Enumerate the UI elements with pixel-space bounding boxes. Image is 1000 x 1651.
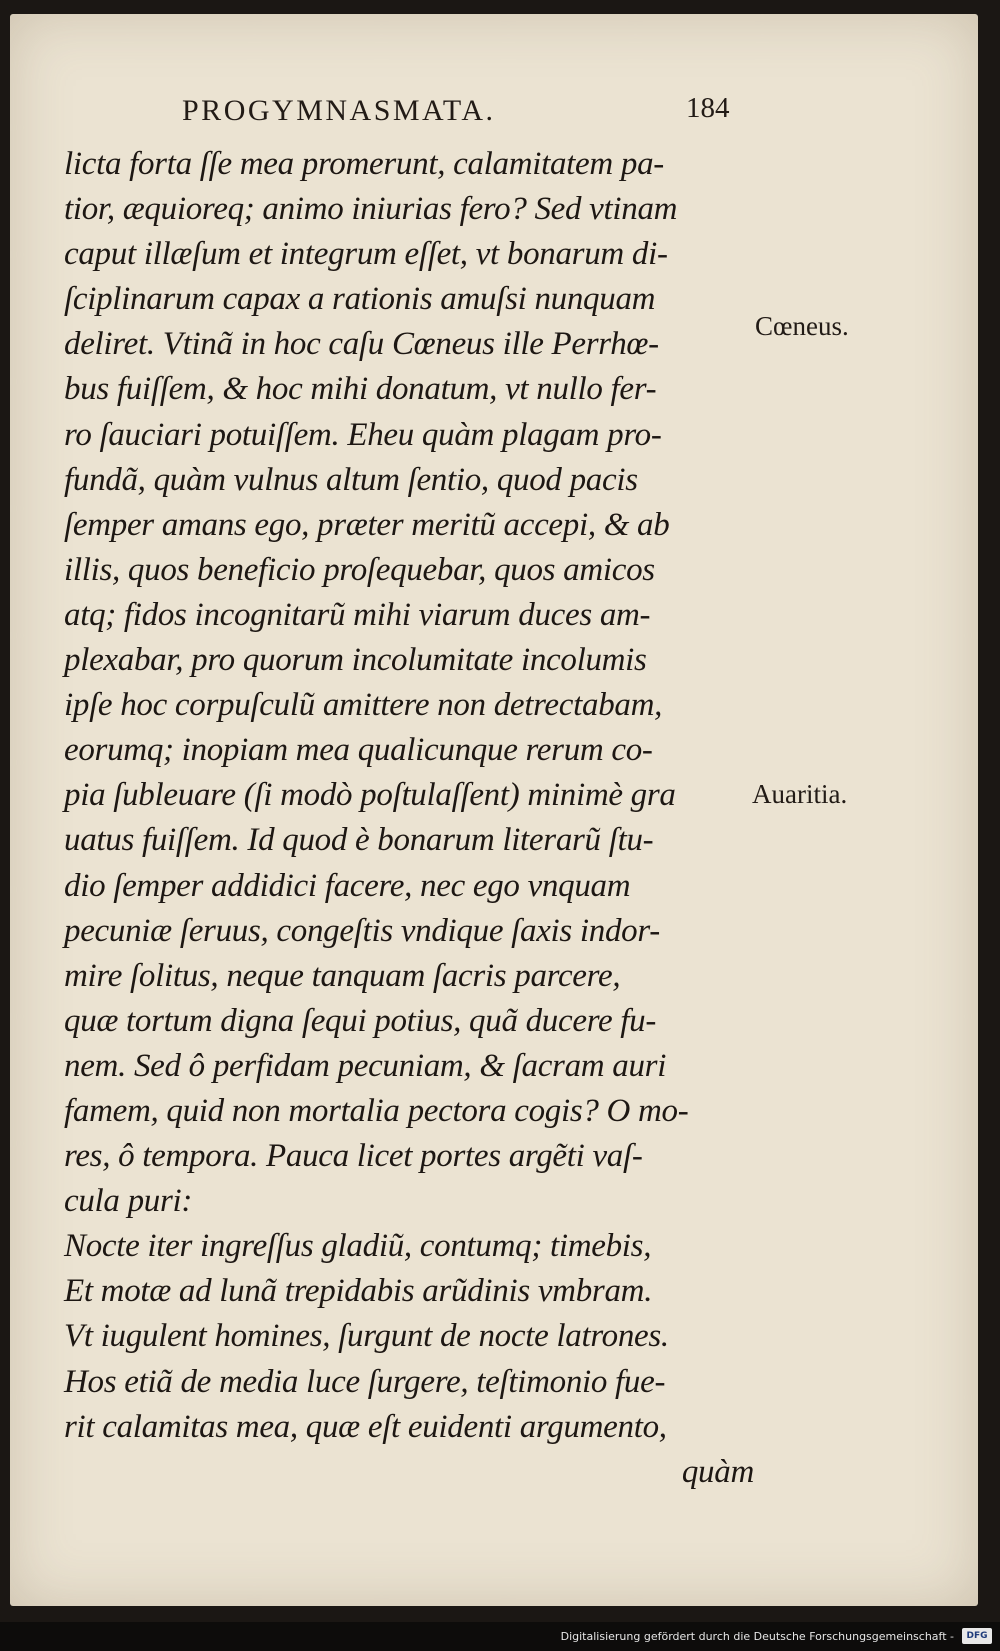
text-line: atq; fidos incognitarũ mihi viarum duces am- (64, 596, 651, 633)
funding-credit: Digitalisierung gefördert durch die Deutsche Forschungsgemeinschaft - (560, 1630, 954, 1643)
text-line: pia ſubleuare (ſi modò poſtulaſſent) minimè gra (64, 777, 676, 814)
text-line: caput illæſum et integrum eſſet, vt bonarum di- (64, 236, 668, 273)
text-line: eorumq; inopiam mea qualicunque rerum co- (64, 732, 653, 769)
text-line: illis, quos beneficio proſequebar, quos amicos (64, 551, 655, 588)
footer-bar (0, 1622, 1000, 1651)
text-line: ſemper amans ego, præter meritũ accepi, & ab (64, 506, 670, 543)
book-page (10, 14, 978, 1606)
body-text (64, 142, 764, 1495)
text-line: quæ tortum digna ſequi potius, quã ducere fu- (64, 1002, 657, 1039)
text-line: ro ſauciari potuiſſem. Eheu quàm plagam pro- (64, 416, 662, 453)
text-line: tior, æquioreq; animo iniurias fero? Sed vtinam (64, 191, 678, 228)
text-line: pecuniæ ſeruus, congeſtis vndique ſaxis indor- (64, 912, 660, 949)
page-number: 184 (686, 92, 730, 124)
text-line: plexabar, pro quorum incolumitate incolumis (64, 642, 647, 679)
text-line: dio ſemper addidici facere, nec ego vnquam (64, 867, 631, 904)
text-line: res, ô tempora. Pauca licet portes argẽti vaſ- (64, 1138, 643, 1175)
text-line: ipſe hoc corpuſculũ amittere non detrectabam, (64, 687, 663, 724)
dfg-logo: DFG (962, 1628, 992, 1644)
text-line: ſciplinarum capax a rationis amuſsi nunquam (64, 281, 656, 318)
text-line: fundã, quàm vulnus altum ſentio, quod pacis (64, 461, 638, 498)
margin-note-auaritia: Auaritia. (752, 779, 848, 809)
catchword: quàm (681, 1453, 754, 1490)
running-title: PROGYMNASMATA. (182, 94, 496, 127)
text-line: cula puri: (64, 1183, 193, 1220)
text-line: bus fuiſſem, & hoc mihi donatum, vt nullo fer- (64, 371, 657, 408)
text-line: mire ſolitus, neque tanquam ſacris parcere, (64, 957, 621, 994)
verse-line: Vt iugulent homines, ſurgunt de nocte latrones. (64, 1318, 669, 1355)
page-header (10, 76, 978, 126)
text-line: licta forta ſſe mea promerunt, calamitatem pa- (64, 146, 664, 182)
text-line: famem, quid non mortalia pectora cogis? O mo- (64, 1092, 689, 1129)
text-line: nem. Sed ô perfidam pecuniam, & ſacram auri (64, 1047, 667, 1084)
verse-line: Et motæ ad lunã trepidabis arũdinis vmbram. (64, 1273, 653, 1310)
text-line: Hos etiã de media luce ſurgere, teſtimonio fue- (64, 1363, 666, 1400)
text-line: uatus fuiſſem. Id quod è bonarum literarũ ſtu- (64, 822, 654, 859)
verse-line: Nocte iter ingreſſus gladiũ, contumq; timebis, (64, 1228, 652, 1265)
margin-note-coeneus: Cœneus. (755, 311, 849, 341)
text-line: rit calamitas mea, quæ eſt euidenti argumento, (64, 1408, 667, 1445)
text-line: deliret. Vtinã in hoc caſu Cœneus ille Perrhœ- (64, 326, 659, 363)
